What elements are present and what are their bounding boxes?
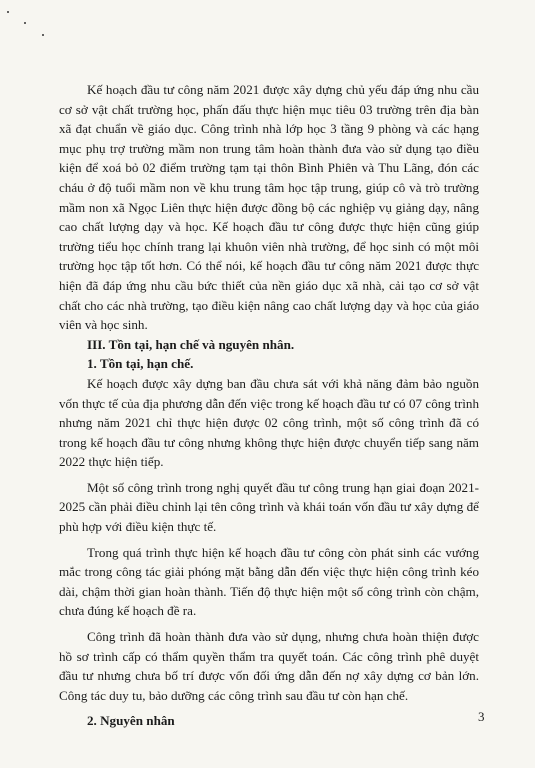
scan-speck [42,34,44,36]
subsection-heading-limitations: 1. Tồn tại, hạn chế. [87,356,194,372]
paragraph-plan-capital: Kế hoạch được xây dựng ban đầu chưa sát với khả năng đảm bảo nguồn vốn thực tế của địa phương dẫn đến việc trong kế hoạch đầu tư có 07 công trình nhưng năm 2021 chỉ thực hiện được 02 công trình, một số công trình đã có trong kế hoạch đầu tư công nhưng không thực hiện được chuyển tiếp sang năm 2022 thực hiện tiếp. [59,375,479,470]
paragraph-settlement: Công trình đã hoàn thành đưa vào sử dụng, nhưng chưa hoàn thiện được hồ sơ trình cấp có thẩm quyền thẩm tra quyết toán. Các công trình phê duyệt đầu tư nhưng chưa bố trí được vốn đối ứng dẫn đến nợ xây dựng cơ bản lớn. Công tác duy tu, bảo dưỡng các công trình sau đầu tư còn hạn chế. [59,629,479,703]
scan-speck [7,11,9,13]
page-number: 3 [478,709,485,724]
subsection-heading-causes: 2. Nguyên nhân [87,713,175,729]
document-body [59,80,479,731]
paragraph-education-outcome: Kế hoạch đầu tư công năm 2021 được xây dựng chủ yếu đáp ứng nhu cầu cơ sở vật chất trường học, phấn đấu thực hiện mục tiêu 03 trường trên địa bàn xã đạt chuẩn về giáo dục. Công trình nhà lớp học 3 tầng 9 phòng và các hạng mục phụ trợ trường mầm non trung tâm hoàn thành đưa vào sử dụng tạo điều kiện để xoá bỏ 02 điểm trường tạm tại thôn Bình Phiên và Thu Lãng, đón các cháu ở độ tuổi mầm non về khu trung tâm học tập trung, giúp cô và trò trường mầm non xã Ngọc Liên thực hiện được đồng bộ các nghiệp vụ giảng dạy, nâng cao chất lượng dạy và học. Kế hoạch đầu tư công được thực hiện cũng giúp trường tiểu học chính trang lại khuôn viên nhà trường, để học sinh có một môi trường học tập tốt hơn. Có thể nói, kế hoạch đầu tư công năm 2021 được thực hiện đã đáp ứng nhu cầu bức thiết của nền giáo dục xã nhà, cải tạo cơ sở vật chất cho các nhà trường, tạo điều kiện nâng cao chất lượng dạy và học của giáo viên và học sinh. [59,82,479,333]
paragraph-site-clearance: Trong quá trình thực hiện kế hoạch đầu tư công còn phát sinh các vướng mắc trong công tác giải phóng mặt bằng dẫn đến việc thực hiện công trình kéo dài, chậm thời gian hoàn thành. Tiến độ thực hiện một số công trình còn chậm, chưa đúng kế hoạch đề ra. [59,544,479,619]
scan-speck [24,22,26,24]
section-heading-limitations: III. Tồn tại, hạn chế và nguyên nhân. [87,336,295,352]
paragraph-resolution-adjustment: Một số công trình trong nghị quyết đầu tư công trung hạn giai đoạn 2021-2025 cần phải điều chỉnh lại tên công trình và khái toán vốn đầu tư xây dựng để phù hợp với điều kiện thực tế. [59,479,479,535]
